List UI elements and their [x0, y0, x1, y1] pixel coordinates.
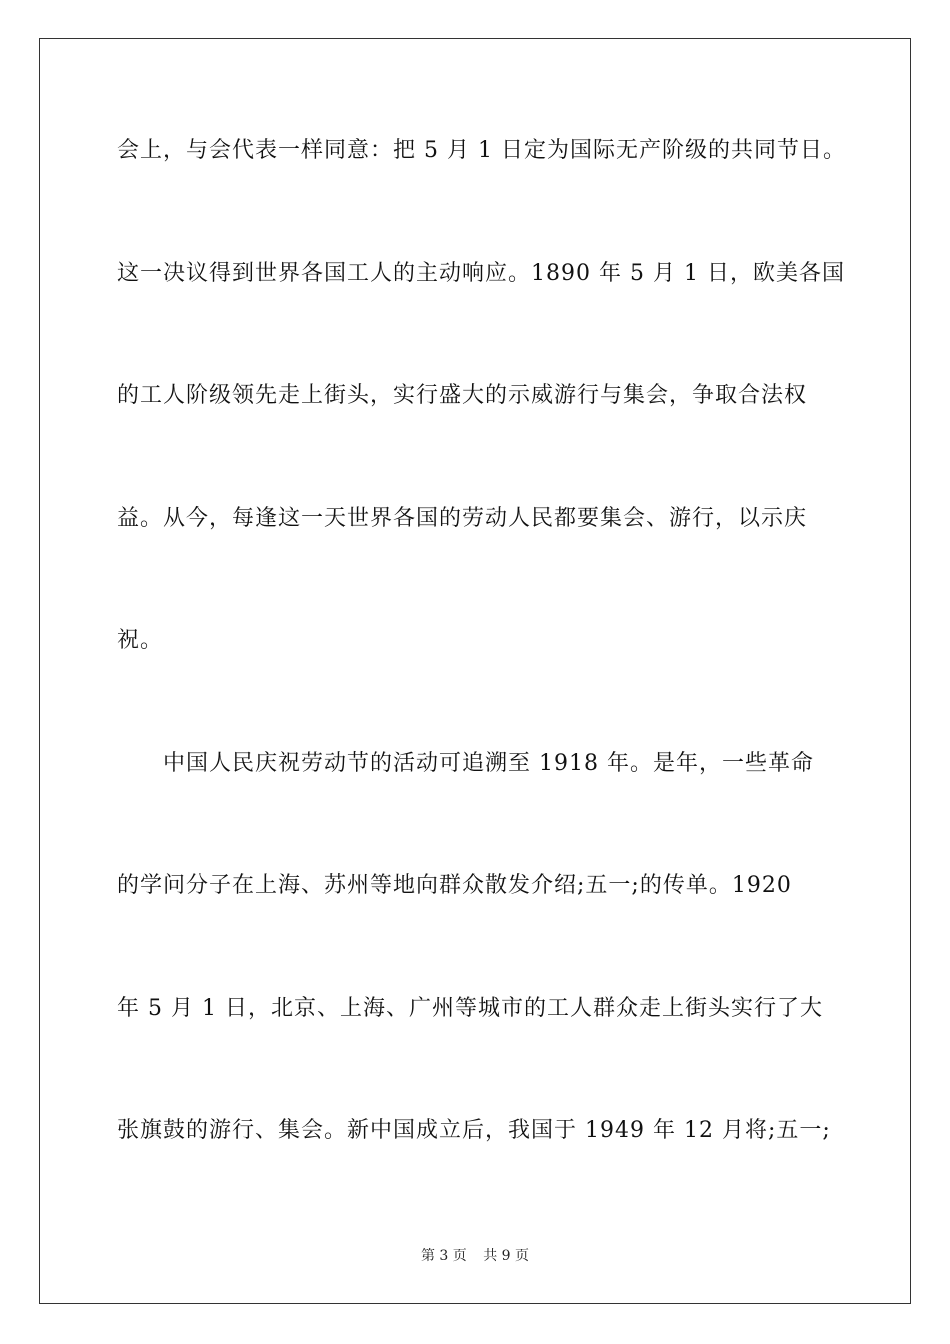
- text-line-1: 会上，与会代表一样同意：把 5 月 1 日定为国际无产阶级的共同节日。: [117, 138, 846, 163]
- total-pages: 共 9 页: [483, 1248, 530, 1264]
- text-line-3: 的工人阶级领先走上街头，实行盛大的示威游行与集会，争取合法权: [117, 383, 808, 408]
- page-number: 第 3 页: [420, 1248, 467, 1264]
- text-line-2: 这一决议得到世界各国工人的主动响应。1890 年 5 月 1 日，欧美各国: [117, 260, 845, 286]
- text-line-5: 祝。: [117, 628, 164, 653]
- text-line-4: 益。从今，每逢这一天世界各国的劳动人民都要集会、游行，以示庆: [117, 505, 808, 531]
- text-line-7: 的学问分子在上海、苏州等地向群众散发介绍;五一;的传单。1920: [117, 873, 792, 898]
- document-body: [117, 128, 846, 1231]
- text-line-9: 张旗鼓的游行、集会。新中国成立后，我国于 1949 年 12 月将;五一;: [117, 1118, 831, 1143]
- text-line-6: 中国人民庆祝劳动节的活动可追溯至 1918 年。是年，一些革命: [163, 750, 814, 776]
- text-line-8: 年 5 月 1 日，北京、上海、广州等城市的工人群众走上街头实行了大: [117, 995, 823, 1021]
- page-footer: [0, 1245, 950, 1265]
